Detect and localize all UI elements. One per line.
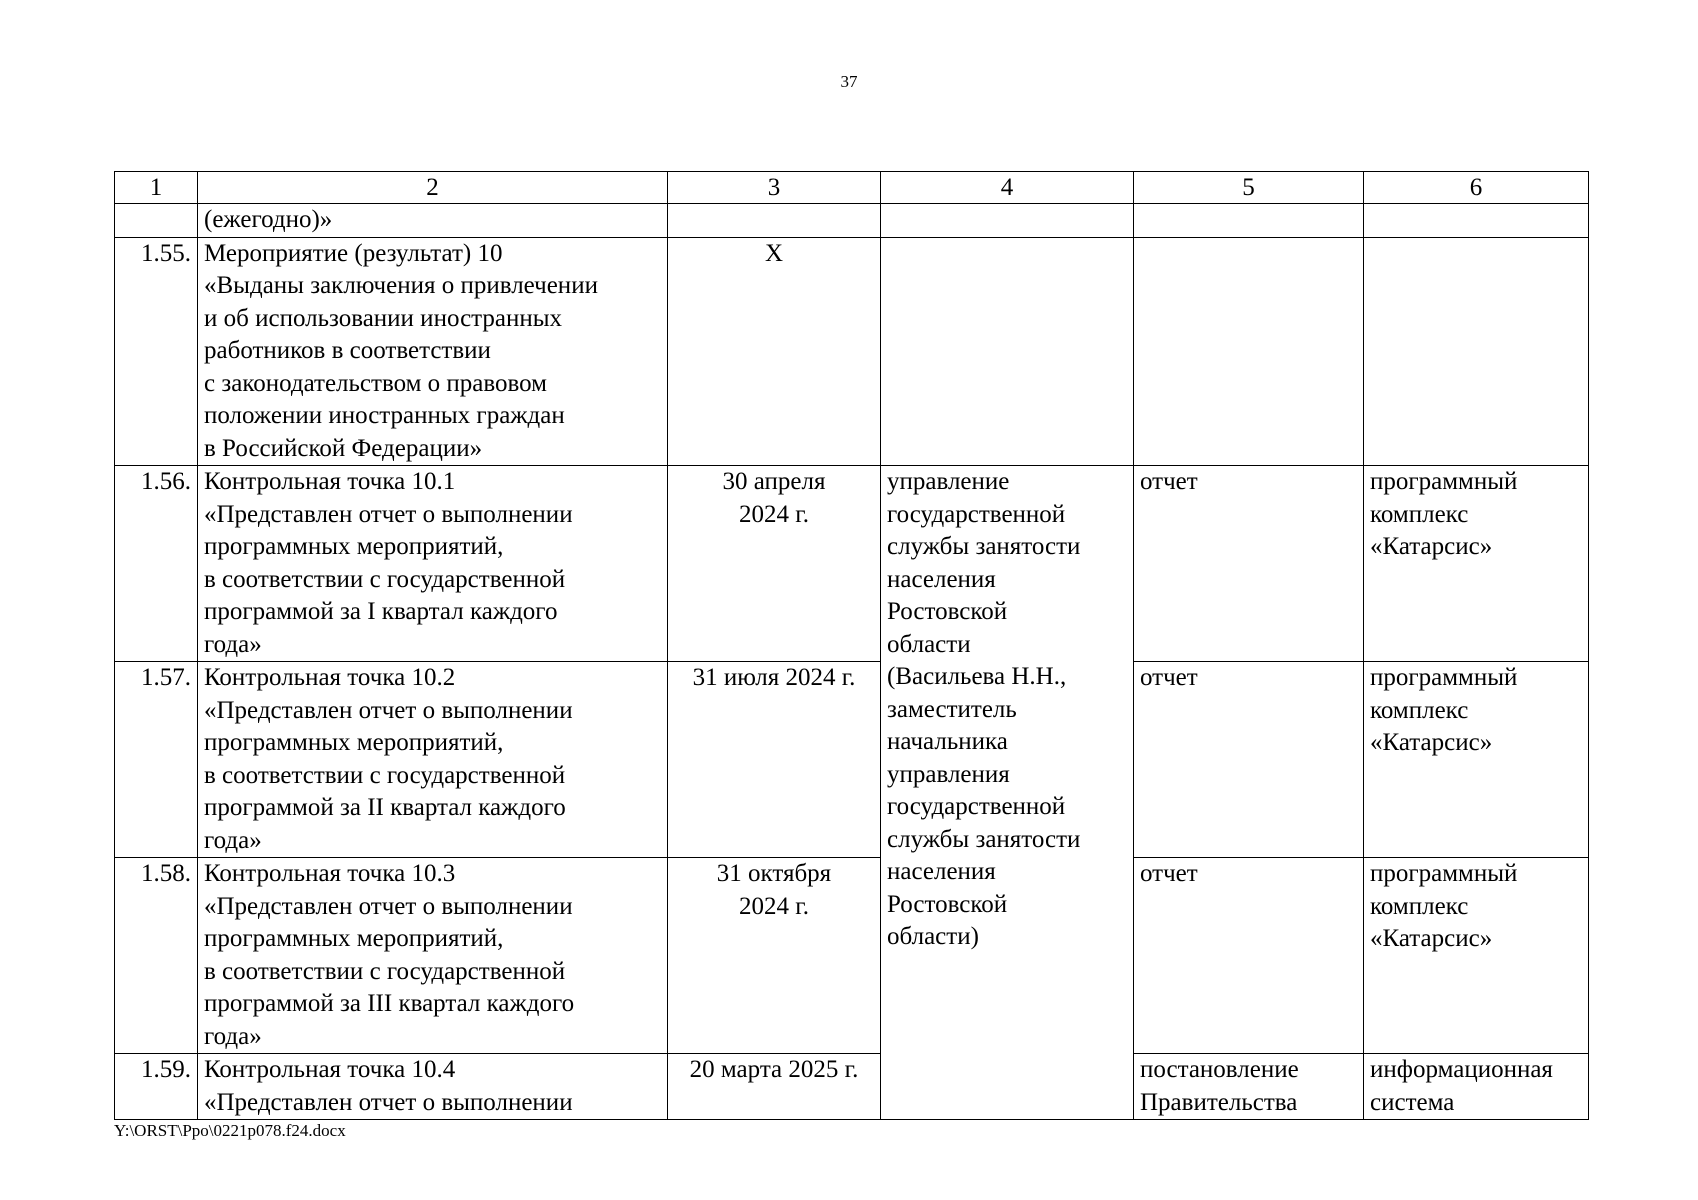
header-cell-6: 6 bbox=[1364, 172, 1589, 204]
cell-description: Мероприятие (результат) 10 «Выданы заключения о привлечении и об использовании иностранных работников в соответствии с законодательством о правовом положении иностранных граждан в Российской Федерации» bbox=[198, 237, 668, 466]
page-number: 37 bbox=[840, 72, 858, 91]
cell-date: X bbox=[668, 237, 881, 466]
cell-date: 31 июля 2024 г. bbox=[668, 662, 881, 858]
cell-responsible bbox=[881, 204, 1134, 238]
header-cell-3: 3 bbox=[668, 172, 881, 204]
cell-system: программный комплекс «Катарсис» bbox=[1364, 466, 1589, 662]
cell-document bbox=[1134, 204, 1364, 238]
cell-date: 31 октября 2024 г. bbox=[668, 858, 881, 1054]
cell-responsible: управление государственной службы занятости населения Ростовской области (Васильева Н.Н., заместитель начальника управления государственной службы занятости населения Ростовской области) bbox=[881, 466, 1134, 1120]
cell-num: 1.58. bbox=[115, 858, 198, 1054]
header-row bbox=[115, 172, 1589, 204]
footer-file-path: Y:\ORST\Ppo\0221p078.f24.docx bbox=[114, 1121, 346, 1140]
cell-document: отчет bbox=[1134, 858, 1364, 1054]
continuation-row bbox=[115, 204, 1589, 238]
cell-description: Контрольная точка 10.4 «Представлен отчет о выполнении bbox=[198, 1054, 668, 1120]
cell-system bbox=[1364, 237, 1589, 466]
cell-date bbox=[668, 204, 881, 238]
cell-description: (ежегодно)» bbox=[198, 204, 668, 238]
measures-table bbox=[114, 171, 1589, 1120]
cell-date: 20 марта 2025 г. bbox=[668, 1054, 881, 1120]
header-cell-1: 1 bbox=[115, 172, 198, 204]
cell-document: постановление Правительства bbox=[1134, 1054, 1364, 1120]
cell-system: программный комплекс «Катарсис» bbox=[1364, 858, 1589, 1054]
cell-document: отчет bbox=[1134, 662, 1364, 858]
cell-description: Контрольная точка 10.2 «Представлен отчет о выполнении программных мероприятий, в соответствии с государственной программой за II квартал каждого года» bbox=[198, 662, 668, 858]
cell-document: отчет bbox=[1134, 466, 1364, 662]
cell-system bbox=[1364, 204, 1589, 238]
cell-date: 30 апреля 2024 г. bbox=[668, 466, 881, 662]
cell-document bbox=[1134, 237, 1364, 466]
header-cell-2: 2 bbox=[198, 172, 668, 204]
cell-description: Контрольная точка 10.1 «Представлен отчет о выполнении программных мероприятий, в соответствии с государственной программой за I квартал каждого года» bbox=[198, 466, 668, 662]
header-cell-5: 5 bbox=[1134, 172, 1364, 204]
cell-description: Контрольная точка 10.3 «Представлен отчет о выполнении программных мероприятий, в соответствии с государственной программой за III квартал каждого года» bbox=[198, 858, 668, 1054]
cell-system: программный комплекс «Катарсис» bbox=[1364, 662, 1589, 858]
table-row bbox=[115, 1054, 1589, 1120]
table-row bbox=[115, 466, 1589, 662]
cell-num: 1.56. bbox=[115, 466, 198, 662]
table-row bbox=[115, 237, 1589, 466]
header-cell-4: 4 bbox=[881, 172, 1134, 204]
cell-num bbox=[115, 204, 198, 238]
cell-num: 1.59. bbox=[115, 1054, 198, 1120]
cell-system: информационная система bbox=[1364, 1054, 1589, 1120]
table-row bbox=[115, 662, 1589, 858]
cell-num: 1.55. bbox=[115, 237, 198, 466]
cell-responsible bbox=[881, 237, 1134, 466]
cell-num: 1.57. bbox=[115, 662, 198, 858]
table-row bbox=[115, 858, 1589, 1054]
